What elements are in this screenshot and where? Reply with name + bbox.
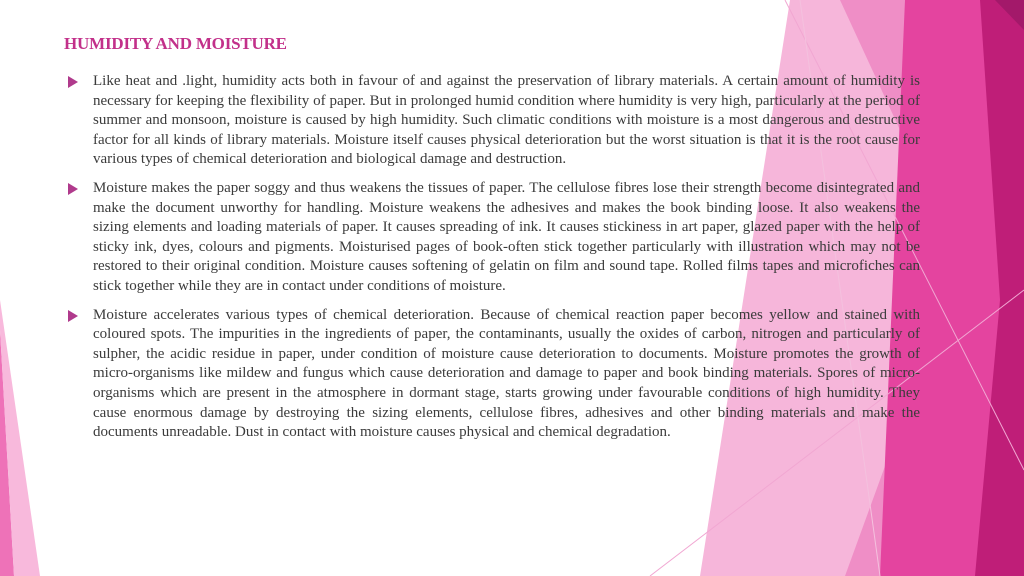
bullet-text: Moisture makes the paper soggy and thus weakens the tissues of paper. The cellulose fibres lose their strength become disintegrated and make the document unworthy for handling. Moisture weakens the adhesives and makes the book binding loose. It also weakens the sizing elements and loading materials of paper. It causes spreading of ink. It causes stickiness in art paper, glazed paper with the help of sticky ink, dyes, colours and pigments. Moisturised pages of book-often stick together particularly with illustration which may not be restored to their original condition. Moisture causes softening of gelatin on film and sound tape. Rolled films tapes and microfiches can stick together while they are in contact under conditions of moisture. — [93, 179, 920, 294]
bullet-text: Like heat and .light, humidity acts both in favour of and against the preservation of library materials. A certain amount of humidity is necessary for keeping the flexibility of paper. But in prolonged humid condition where humidity is very high, particularly at the period of summer and monsoon, moisture is caused by high humidity. Such climatic conditions with moisture is a most dangerous and destructive factor for all kinds of library materials. Moisture itself causes physical deterioration but the worst situation is that it is the root cause for various types of chemical deterioration and biological damage and destruction. — [93, 73, 920, 168]
slide-title: HUMIDITY AND MOISTURE — [64, 34, 287, 53]
bullet-item — [64, 72, 920, 170]
triangle-right-icon — [68, 76, 78, 88]
triangle-right-icon — [68, 310, 78, 322]
bullet-text: Moisture accelerates various types of chemical deterioration. Because of chemical reaction paper becomes yellow and stained with coloured spots. The impurities in the ingredients of paper, the contaminants, usually the oxides of carbon, nitrogen and particularly of sulpher, the acidic residue in paper, under condition of moisture cause deterioration to documents. Moisture promotes the growth of micro-organisms like mildew and fungus which cause deterioration and damage to paper and book binding materials. Spores of micro-organisms which are present in the atmosphere in dormant stage, starts growing under favourable conditions of high humidity. They cause enormous damage by destroying the sizing elements, cellulose fibres, adhesives and other binding materials and make the documents unreadable. Dust in contact with moisture causes physical and chemical degradation. — [93, 306, 920, 441]
bullet-item — [64, 179, 920, 297]
triangle-right-icon — [68, 183, 78, 195]
bullet-item — [64, 306, 920, 443]
bullet-list — [64, 72, 920, 452]
